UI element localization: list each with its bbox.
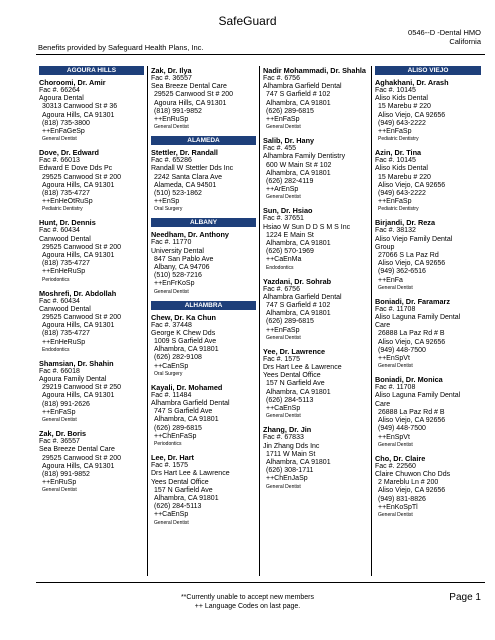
address-line: 15 Marebu # 220 <box>378 173 431 181</box>
facility-number: Fac #. 66264 <box>39 87 80 94</box>
specialty: General Dentist <box>154 124 189 131</box>
address-line: (818) 735-4727 <box>42 330 90 338</box>
address-line: 30313 Canwood St # 36 <box>42 103 118 111</box>
directory-column <box>36 66 148 576</box>
facility-number: Fac #. 36557 <box>39 438 80 446</box>
address-line: (626) 289-6815 <box>266 318 314 326</box>
office-name: Canwood Dental <box>39 235 91 243</box>
language-codes: ++EnRuSp <box>42 479 77 487</box>
specialty: General Dentist <box>154 519 189 526</box>
specialty: General Dentist <box>266 483 301 490</box>
specialty: Endodontics <box>42 346 70 353</box>
language-codes: ++EnFaSp <box>378 128 412 136</box>
address-line: 29525 Canwood St # 200 <box>42 243 122 251</box>
facility-number: Fac #. 37448 <box>151 321 192 329</box>
provider-name: Choroomi, Dr. Amir <box>39 78 106 87</box>
provider-entry <box>39 429 144 493</box>
provider-name: Yee, Dr. Lawrence <box>263 346 326 356</box>
provider-name: Stettler, Dr. Randall <box>151 148 218 158</box>
footer-note-new-members: **Currently unable to accept new members <box>180 594 315 601</box>
address-line: (949) 643-2222 <box>378 119 426 127</box>
address-line: (510) 523-1862 <box>154 190 202 198</box>
directory-column <box>260 66 372 576</box>
language-codes: ++EnFaSp <box>378 198 412 206</box>
facility-number: Fac #. 38132 <box>375 227 416 235</box>
facility-number: Fac #. 11770 <box>151 239 192 247</box>
provider-entry <box>375 148 481 212</box>
address-line: 1711 W Main St <box>266 450 316 458</box>
specialty: General Dentist <box>154 288 189 295</box>
address-line: 1009 S Garfield Ave <box>154 338 217 346</box>
language-codes: ++CaEnSp <box>154 362 189 370</box>
specialty: Endodontics <box>266 264 294 271</box>
address-line: 29525 Canwood St # 200 <box>42 173 122 181</box>
office-name: Randall W Stettler Dds Inc <box>151 165 234 173</box>
facility-number: Fac #. 66013 <box>39 157 80 165</box>
address-line: (818) 991-9852 <box>154 107 202 115</box>
address-line: 747 S Garfield Ave <box>154 408 213 416</box>
office-name: Yees Dental Office <box>151 478 209 486</box>
provider-entry <box>151 383 256 447</box>
language-codes: ++CaEnSp <box>154 511 189 519</box>
city-header: ALISO VIEJO <box>375 66 481 75</box>
address-line: Agoura Hills, CA 91301 <box>154 99 227 107</box>
address-line: 26888 La Paz Rd # B <box>378 408 445 416</box>
office-name: Care <box>375 400 391 408</box>
benefits-note: Benefits provided by Safeguard Health Plans, Inc. <box>38 43 204 52</box>
office-name: Yees Dental Office <box>263 372 321 380</box>
specialty: Oral Surgery <box>154 206 183 213</box>
provider-entry <box>39 78 144 142</box>
address-line: (626) 289-6815 <box>154 424 202 432</box>
facility-number: Fac #. 37651 <box>263 215 304 223</box>
facility-number: Fac #. 11484 <box>151 391 192 399</box>
provider-entry <box>39 359 144 423</box>
address-line: Alameda, CA 94501 <box>154 181 217 189</box>
city-header: AGOURA HILLS <box>39 66 144 75</box>
city-header: ALBANY <box>151 218 256 227</box>
provider-entry <box>151 230 256 294</box>
address-line: 157 N Garfield Ave <box>154 486 213 494</box>
specialty: General Dentist <box>378 441 413 448</box>
office-name: Aliso Kids Dental <box>375 95 428 103</box>
address-line: (626) 284-5113 <box>266 396 314 404</box>
address-line: Agoura Hills, CA 91301 <box>42 111 115 119</box>
facility-number: Fac #. 11708 <box>375 384 416 392</box>
address-line: Alhambra, CA 91801 <box>266 388 331 396</box>
office-name: Alhambra Garfield Dental <box>151 400 230 408</box>
address-line: Albany, CA 94706 <box>154 264 210 272</box>
specialty: General Dentist <box>266 194 301 201</box>
specialty: Periodontics <box>42 276 70 283</box>
provider-entry <box>263 206 368 270</box>
language-codes: ++EnSpVt <box>378 433 410 441</box>
header-divider <box>36 54 485 55</box>
office-name: Aliso Laguna Family Dental <box>375 314 461 322</box>
address-line: 747 S Garfield # 102 <box>266 302 331 310</box>
office-name: Aliso Kids Dental <box>375 165 428 173</box>
facility-number: Fac #. 36557 <box>151 75 192 82</box>
address-line: (626) 289-6815 <box>266 107 314 115</box>
provider-entry <box>375 78 481 142</box>
office-name: Alhambra Family Dentistry <box>263 153 346 161</box>
provider-name: Needham, Dr. Anthony <box>151 230 229 240</box>
facility-number: Fac #. 11708 <box>375 305 416 313</box>
provider-name: Aghakhani, Dr. Arash <box>375 78 449 87</box>
provider-entry <box>263 277 368 341</box>
office-name: Group <box>375 243 395 251</box>
address-line: 2 Mareblu Ln # 200 <box>378 479 439 487</box>
facility-number: Fac #. 455 <box>263 145 297 153</box>
address-line: Agoura Hills, CA 91301 <box>42 462 115 470</box>
language-codes: ++EnFaSp <box>42 408 76 416</box>
facility-number: Fac #. 10145 <box>375 87 416 94</box>
address-line: (626) 308-1711 <box>266 467 314 475</box>
provider-name: Hunt, Dr. Dennis <box>39 218 96 228</box>
language-codes: ++EnHeRuSp <box>42 338 86 346</box>
specialty: General Dentist <box>378 511 413 518</box>
specialty: Pediatric Dentistry <box>378 206 419 213</box>
provider-name: Sun, Dr. Hsiao <box>263 206 313 216</box>
address-line: (626) 282-4119 <box>266 178 314 186</box>
address-line: Aliso Viejo, CA 92656 <box>378 181 446 189</box>
specialty: General Dentist <box>42 487 77 494</box>
language-codes: ++EnKoSpTl <box>378 503 418 511</box>
provider-name: Zhang, Dr. Jin <box>263 425 312 435</box>
address-line: 27066 S La Paz Rd <box>378 252 439 260</box>
document-title: SafeGuard <box>218 14 277 28</box>
facility-number: Fac #. 66018 <box>39 367 80 375</box>
address-line: (949) 362-6516 <box>378 268 426 276</box>
address-line: (818) 991-9852 <box>42 470 90 478</box>
address-line: Alhambra, CA 91801 <box>154 494 219 502</box>
provider-columns <box>36 66 485 576</box>
provider-name: Boniadi, Dr. Monica <box>375 375 443 385</box>
provider-entry <box>375 297 481 369</box>
office-name: Agoura Family Dental <box>39 376 107 384</box>
facility-number: Fac #. 1575 <box>263 355 300 363</box>
provider-entry <box>151 148 256 212</box>
address-line: Aliso Viejo, CA 92656 <box>378 338 446 346</box>
language-codes: ++EnFaSp <box>266 326 300 334</box>
address-line: (949) 643-2222 <box>378 190 426 198</box>
office-name: Alhambra Garfield Dental <box>263 83 342 91</box>
language-codes: ++EnFrKoSp <box>154 280 195 288</box>
provider-entry <box>151 313 256 377</box>
language-codes: ++CaEnSp <box>266 405 301 413</box>
address-line: 26888 La Paz Rd # B <box>378 330 445 338</box>
address-line: 29219 Canwood St # 250 <box>42 384 122 392</box>
address-line: Agoura Hills, CA 91301 <box>42 252 115 260</box>
address-line: Alhambra, CA 91801 <box>266 240 331 248</box>
specialty: General Dentist <box>266 413 301 420</box>
address-line: Alhambra, CA 91801 <box>266 458 331 466</box>
language-codes: ++ArEnSp <box>266 186 299 194</box>
provider-name: Yazdani, Dr. Sohrab <box>263 276 332 286</box>
address-line: (626) 570-1969 <box>266 248 314 256</box>
office-name: Drs Hart Lee & Lawrence <box>263 364 342 372</box>
address-line: Alhambra, CA 91801 <box>154 346 219 354</box>
footer-divider <box>36 582 485 583</box>
office-name: Care <box>375 322 391 330</box>
specialty: General Dentist <box>42 136 77 143</box>
directory-column <box>148 66 260 576</box>
city-header: ALAMEDA <box>151 136 256 145</box>
language-codes: ++EnSp <box>154 198 180 206</box>
provider-entry <box>375 218 481 290</box>
facility-number: Fac #. 10145 <box>375 157 416 165</box>
provider-name: Dove, Dr. Edward <box>39 148 100 158</box>
address-line: (949) 831-8826 <box>378 495 426 503</box>
address-line: (818) 735-3800 <box>42 119 90 127</box>
language-codes: ++EnFaGeSp <box>42 128 85 136</box>
provider-name: Moshrefi, Dr. Abdollah <box>39 288 117 298</box>
page-number: Page 1 <box>449 592 481 603</box>
address-line: Alhambra, CA 91801 <box>266 169 331 177</box>
provider-entry <box>151 66 256 130</box>
language-codes: ++EnRuSp <box>154 116 189 124</box>
provider-entry <box>375 375 481 447</box>
language-codes: ++CaEnMa <box>266 256 302 264</box>
address-line: (510) 528-7216 <box>154 272 202 280</box>
provider-entry <box>151 453 256 525</box>
address-line: (949) 448-7500 <box>378 425 426 433</box>
office-name: Drs Hart Lee & Lawrence <box>151 470 230 478</box>
address-line: Agoura Hills, CA 91301 <box>42 392 115 400</box>
plan-info <box>408 28 481 46</box>
language-codes: ++ChEnJaSp <box>266 475 308 483</box>
provider-entry <box>263 136 368 200</box>
facility-number: Fac #. 22560 <box>375 462 416 470</box>
address-line: 15 Marebu # 220 <box>378 103 431 111</box>
language-codes: ++ChEnFaSp <box>154 432 197 440</box>
provider-entry <box>263 347 368 419</box>
office-name: University Dental <box>151 247 204 255</box>
facility-number: Fac #. 6756 <box>263 75 300 82</box>
facility-number: Fac #. 60434 <box>39 297 80 305</box>
provider-entry <box>39 289 144 353</box>
specialty: Pediatric Dentistry <box>42 206 83 213</box>
office-name: Jin Zhang Dds Inc <box>263 442 320 450</box>
footer-note-language-codes: ++ Language Codes on last page. <box>194 603 301 610</box>
address-line: 1224 E Main St <box>266 231 314 239</box>
office-name: Hsiao W Sun D D S M S Inc <box>263 223 351 231</box>
office-name: Claire Chuwon Cho Dds <box>375 470 451 478</box>
address-line: (818) 991-2626 <box>42 400 90 408</box>
address-line: 29525 Canwood St # 200 <box>42 454 122 462</box>
facility-number: Fac #. 6756 <box>263 285 300 293</box>
provider-name: Salib, Dr. Hany <box>263 136 315 146</box>
city-header: ALHAMBRA <box>151 301 256 310</box>
provider-name: Kayali, Dr. Mohamed <box>151 382 223 392</box>
state-name: California <box>449 37 481 46</box>
address-line: Aliso Viejo, CA 92656 <box>378 487 446 495</box>
office-name: Agoura Dental <box>39 95 84 103</box>
provider-entry <box>263 425 368 489</box>
address-line: Aliso Viejo, CA 92656 <box>378 260 446 268</box>
provider-entry <box>263 66 368 130</box>
facility-number: Fac #. 1575 <box>151 462 188 470</box>
address-line: 29525 Canwood St # 200 <box>42 314 122 322</box>
office-name: George K Chew Dds <box>151 329 216 337</box>
address-line: 2242 Santa Clara Ave <box>154 173 222 181</box>
office-name: Sea Breeze Dental Care <box>39 446 115 454</box>
address-line: (818) 735-4727 <box>42 190 90 198</box>
address-line: Alhambra, CA 91801 <box>266 310 331 318</box>
language-codes: ++EnFaSp <box>266 116 300 124</box>
address-line: 157 N Garfield Ave <box>266 380 325 388</box>
specialty: General Dentist <box>266 124 301 131</box>
facility-number: Fac #. 67833 <box>263 434 304 442</box>
address-line: (818) 735-4727 <box>42 260 90 268</box>
facility-number: Fac #. 65286 <box>151 157 192 165</box>
specialty: Oral Surgery <box>154 370 183 377</box>
provider-name: Zak, Dr. Boris <box>39 429 87 439</box>
office-name: Edward E Dove Dds Pc <box>39 165 113 173</box>
provider-entry <box>375 454 481 518</box>
specialty: General Dentist <box>266 334 301 341</box>
footer-notes <box>0 593 495 611</box>
office-name: Canwood Dental <box>39 305 91 313</box>
specialty: Pediatric Dentistry <box>378 136 419 143</box>
provider-entry <box>39 148 144 212</box>
office-name: Aliso Viejo Family Dental <box>375 235 453 243</box>
address-line: Agoura Hills, CA 91301 <box>42 322 115 330</box>
specialty: Periodontics <box>154 441 182 448</box>
office-name: Aliso Laguna Family Dental <box>375 392 461 400</box>
provider-name: Shamsian, Dr. Shahin <box>39 358 114 368</box>
address-line: Aliso Viejo, CA 92656 <box>378 417 446 425</box>
specialty: General Dentist <box>42 417 77 424</box>
address-line: 600 W Main St # 102 <box>266 161 332 169</box>
provider-name: Birjandi, Dr. Reza <box>375 218 436 228</box>
provider-entry <box>39 218 144 282</box>
address-line: 747 S Garfield # 102 <box>266 91 331 99</box>
facility-number: Fac #. 60434 <box>39 227 80 235</box>
office-name: Alhambra Garfield Dental <box>263 293 342 301</box>
provider-name: Azin, Dr. Tina <box>375 148 422 158</box>
address-line: (626) 282-9108 <box>154 354 202 362</box>
address-line: (949) 448-7500 <box>378 346 426 354</box>
specialty: General Dentist <box>378 284 413 291</box>
plan-name: 0546--D -Dental HMO <box>408 28 481 37</box>
language-codes: ++EnFa <box>378 276 403 284</box>
address-line: Aliso Viejo, CA 92656 <box>378 111 446 119</box>
language-codes: ++EnHeOtRuSp <box>42 198 93 206</box>
address-line: 29525 Canwood St # 200 <box>154 91 234 99</box>
provider-name: Boniadi, Dr. Faramarz <box>375 296 451 306</box>
address-line: Alhambra, CA 91801 <box>154 416 219 424</box>
provider-name: Zak, Dr. Ilya <box>151 66 192 75</box>
provider-name: Lee, Dr. Hart <box>151 453 194 463</box>
office-name: Sea Breeze Dental Care <box>151 83 227 91</box>
specialty: General Dentist <box>378 363 413 370</box>
directory-column <box>372 66 484 576</box>
address-line: Agoura Hills, CA 91301 <box>42 181 115 189</box>
language-codes: ++EnSpVt <box>378 355 410 363</box>
address-line: Alhambra, CA 91801 <box>266 99 331 107</box>
provider-name: Cho, Dr. Claire <box>375 453 426 463</box>
provider-name: Nadir Mohammadi, Dr. Shahla <box>263 66 366 75</box>
provider-name: Chew, Dr. Ka Chun <box>151 312 217 322</box>
address-line: 847 San Pablo Ave <box>154 255 214 263</box>
address-line: (626) 284-5113 <box>154 503 202 511</box>
language-codes: ++EnHeRuSp <box>42 268 86 276</box>
